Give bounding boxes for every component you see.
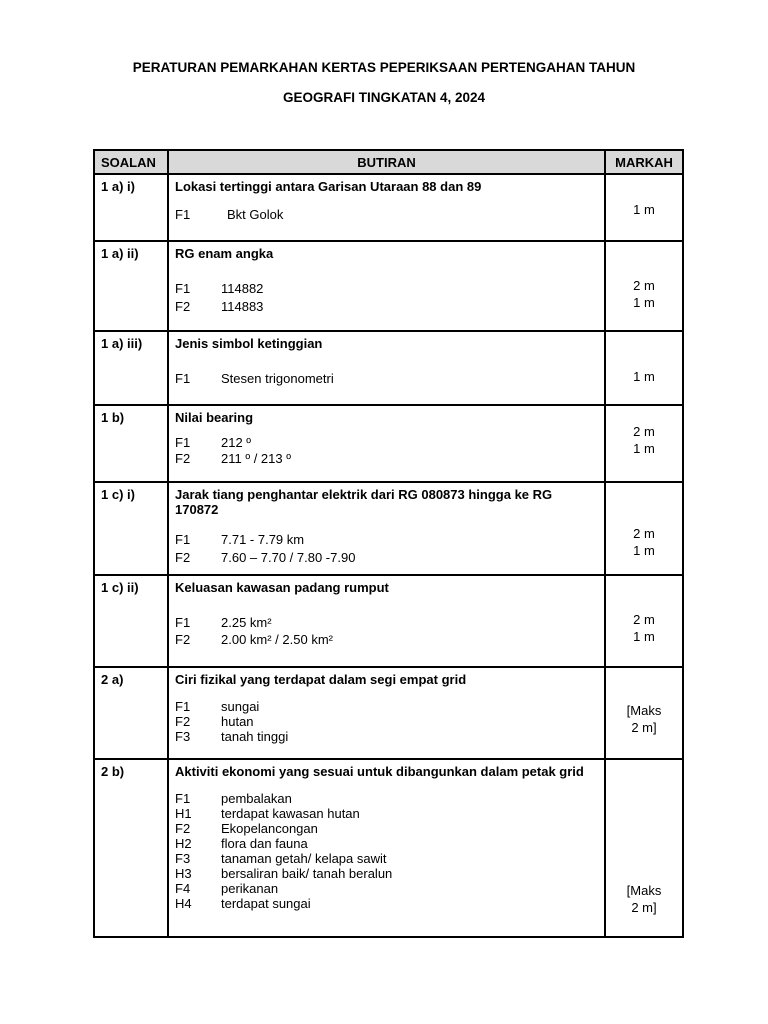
- answer-item: [175, 806, 598, 821]
- answer-details: [168, 331, 605, 405]
- answer-code: F2: [175, 550, 191, 565]
- answer-text: 2.00 km² / 2.50 km²: [221, 632, 333, 647]
- answer-details: [168, 405, 605, 482]
- answer-code: F2: [175, 299, 191, 314]
- marks-cell: [605, 759, 683, 937]
- answer-details: [168, 667, 605, 759]
- mark-value: 1 m: [633, 441, 655, 456]
- marks-cell: [605, 482, 683, 575]
- answer-details: [168, 174, 605, 241]
- marks-cell: [605, 405, 683, 482]
- column-header-soalan: SOALAN: [94, 150, 168, 174]
- answer-item: [175, 866, 598, 881]
- answer-text: terdapat sungai: [221, 896, 311, 911]
- answer-item: [175, 699, 598, 714]
- table-row: [94, 174, 683, 241]
- answer-text: 114883: [221, 299, 264, 314]
- marking-scheme-table: [93, 149, 684, 938]
- answer-text: flora dan fauna: [221, 836, 308, 851]
- answer-code: F1: [175, 281, 191, 296]
- column-header-markah: MARKAH: [605, 150, 683, 174]
- column-header-butiran: BUTIRAN: [168, 150, 605, 174]
- answer-item: [175, 532, 598, 547]
- mark-value: [Maks: [626, 703, 662, 718]
- answer-code: F1: [175, 791, 191, 806]
- answer-heading: Nilai bearing: [175, 410, 254, 425]
- answer-code: F1: [175, 435, 191, 450]
- answer-text: 7.60 – 7.70 / 7.80 -7.90: [221, 550, 356, 565]
- mark-value: [Maks: [626, 883, 662, 898]
- table-row: [94, 405, 683, 482]
- question-number: 1 c) ii): [94, 575, 168, 667]
- table-row: [94, 575, 683, 667]
- mark-value: 2 m: [633, 278, 655, 293]
- document-title: PERATURAN PEMARKAHAN KERTAS PEPERIKSAAN PERTENGAHAN TAHUN: [132, 60, 636, 75]
- mark-value: 2 m: [633, 526, 655, 541]
- answer-item: [175, 791, 598, 806]
- marks-cell: [605, 241, 683, 331]
- question-number: 1 c) i): [94, 482, 168, 575]
- answer-text: 212 º: [221, 435, 252, 450]
- answer-code: F1: [175, 532, 191, 547]
- answer-code: F1: [175, 207, 191, 222]
- answer-text: 211 º / 213 º: [221, 451, 291, 466]
- answer-item: [175, 550, 598, 565]
- answer-text: Bkt Golok: [227, 207, 284, 222]
- answer-heading: Keluasan kawasan padang rumput: [175, 580, 389, 595]
- table-row: [94, 241, 683, 331]
- answer-code: H4: [175, 896, 192, 911]
- answer-item: [175, 729, 598, 744]
- answer-details: [168, 575, 605, 667]
- answer-details: [168, 241, 605, 331]
- mark-value: 2 m: [633, 424, 655, 439]
- question-number: 1 b): [94, 405, 168, 482]
- answer-text: Ekopelancongan: [221, 821, 318, 836]
- mark-value: 2 m]: [631, 720, 657, 735]
- mark-value: 1 m: [633, 202, 655, 217]
- answer-heading: Lokasi tertinggi antara Garisan Utaraan 88 dan 89: [175, 179, 482, 194]
- answer-text: sungai: [221, 699, 260, 714]
- answer-code: F2: [175, 451, 191, 466]
- answer-text: terdapat kawasan hutan: [221, 806, 360, 821]
- answer-item: [175, 299, 598, 314]
- table-row: [94, 482, 683, 575]
- answer-text: bersaliran baik/ tanah beralun: [221, 866, 393, 881]
- question-number: 1 a) iii): [94, 331, 168, 405]
- answer-text: hutan: [221, 714, 254, 729]
- answer-code: H3: [175, 866, 192, 881]
- marks-cell: [605, 667, 683, 759]
- table-row: [94, 759, 683, 937]
- question-number: 1 a) i): [94, 174, 168, 241]
- answer-item: [175, 821, 598, 836]
- answer-text: tanah tinggi: [221, 729, 289, 744]
- answer-text: 7.71 - 7.79 km: [221, 532, 305, 547]
- answer-text: 114882: [221, 281, 264, 296]
- answer-code: F3: [175, 729, 191, 744]
- document-subtitle: GEOGRAFI TINGKATAN 4, 2024: [282, 90, 486, 105]
- answer-item: [175, 435, 598, 450]
- mark-value: 2 m]: [631, 900, 657, 915]
- answer-code: F2: [175, 632, 191, 647]
- answer-code: F4: [175, 881, 191, 896]
- mark-value: 1 m: [633, 629, 655, 644]
- question-number: 1 a) ii): [94, 241, 168, 331]
- answer-text: 2.25 km²: [221, 615, 272, 630]
- table-header-row: [94, 150, 683, 174]
- answer-item: [175, 836, 598, 851]
- table-row: [94, 331, 683, 405]
- answer-heading: Aktiviti ekonomi yang sesuai untuk dibangunkan dalam petak grid: [175, 764, 584, 779]
- answer-code: F1: [175, 699, 191, 714]
- answer-item: [175, 851, 598, 866]
- mark-value: 1 m: [633, 543, 655, 558]
- answer-text: tanaman getah/ kelapa sawit: [221, 851, 387, 866]
- mark-value: 2 m: [633, 612, 655, 627]
- answer-code: H1: [175, 806, 192, 821]
- mark-value: 1 m: [633, 295, 655, 310]
- answer-heading: Ciri fizikal yang terdapat dalam segi empat grid: [175, 672, 467, 687]
- marks-cell: [605, 174, 683, 241]
- table-row: [94, 667, 683, 759]
- answer-text: Stesen trigonometri: [221, 371, 334, 386]
- mark-value: 1 m: [633, 369, 655, 384]
- answer-item: [175, 632, 598, 647]
- answer-item: [175, 207, 598, 222]
- answer-details: [168, 759, 605, 937]
- answer-item: [175, 451, 598, 466]
- answer-heading: Jenis simbol ketinggian: [175, 336, 323, 351]
- answer-item: [175, 714, 598, 729]
- answer-code: F2: [175, 714, 191, 729]
- answer-details: [168, 482, 605, 575]
- answer-item: [175, 281, 598, 296]
- answer-code: F3: [175, 851, 191, 866]
- answer-item: [175, 371, 598, 386]
- answer-code: F1: [175, 615, 191, 630]
- answer-item: [175, 896, 598, 911]
- question-number: 2 b): [94, 759, 168, 937]
- answer-heading: RG enam angka: [175, 246, 274, 261]
- answer-heading: Jarak tiang penghantar elektrik dari RG 080873 hingga ke RG 170872: [175, 487, 553, 517]
- answer-code: H2: [175, 836, 192, 851]
- answer-text: perikanan: [221, 881, 279, 896]
- answer-code: F2: [175, 821, 191, 836]
- answer-text: pembalakan: [221, 791, 292, 806]
- question-number: 2 a): [94, 667, 168, 759]
- answer-code: F1: [175, 371, 191, 386]
- marks-cell: [605, 575, 683, 667]
- marks-cell: [605, 331, 683, 405]
- answer-item: [175, 615, 598, 630]
- answer-item: [175, 881, 598, 896]
